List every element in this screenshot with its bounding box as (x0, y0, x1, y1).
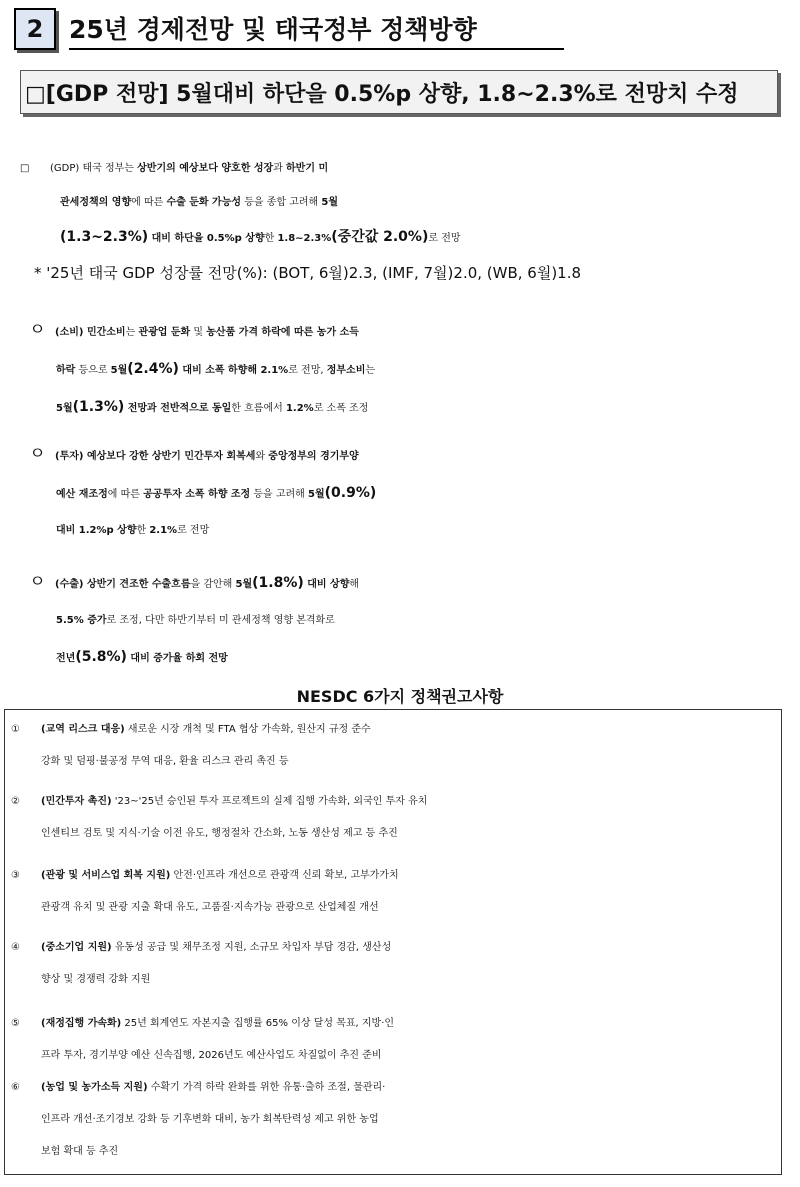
number-4-icon: ④ (11, 942, 20, 953)
number-1-icon: ① (11, 724, 20, 735)
gdp-forecast-footnote: * '25년 태국 GDP 성장률 전망(%): (BOT, 6월)2.3, (IMF, 7월)2.0, (WB, 6월)1.8 (34, 264, 582, 282)
summary-text: □[GDP 전망] 5월대비 하단을 0.5%p 상향, 1.8~2.3%로 전망치 수정 (25, 82, 739, 107)
circle-bullet-icon: ㅇ (29, 444, 46, 464)
section-header (14, 8, 564, 50)
consumption-bullet: ㅇ (소비) 민간소비는 관광업 둔화 및 농산품 가격 하락에 따른 농가 소득 하락 등으로 5월(2.4%) 대비 소폭 하향해 2.1%로 전망, 정부소비는 5월(1.3%) 전망과 전반적으로 동일한 흐름에서 1.2%로 소폭 조정 (20, 312, 780, 427)
circle-bullet-icon: ㅇ (29, 572, 46, 592)
recommendation-item: ④ (중소기업 지원) 유동성 공급 및 채무조정 지원, 소규모 차입자 부담 경감, 생산성 향상 및 경쟁력 강화 지원 (11, 932, 781, 996)
recommendations-box (4, 709, 782, 1175)
summary-box (20, 70, 778, 114)
investment-bullet: ㅇ (투자) 예상보다 강한 상반기 민간투자 회복세와 중앙정부의 경기부양 예산 재조정에 따른 공공투자 소폭 하향 조정 등을 고려해 5월(0.9%) 대비 1.2%p 상향한 2.1%로 전망 (20, 436, 780, 549)
gdp-paragraph: □ (GDP) 태국 정부는 상반기의 예상보다 양호한 성장과 하반기 미 관세정책의 영향에 따른 수출 둔화 가능성 등을 종합 고려해 5월 (1.3~2.3%) 대비 하단을 0.5%p 상향한 1.8~2.3%(중간값 2.0%)로 전망 (20, 152, 780, 256)
number-6-icon: ⑥ (11, 1082, 20, 1093)
section-title: 25년 경제전망 및 태국정부 정책방향 (69, 15, 477, 44)
recommendation-item: ⑥ (농업 및 농가소득 지원) 수확기 가격 하락 완화를 위한 유통·출하 조절, 물관리· 인프라 개선·조기경보 강화 등 기후변화 대비, 농가 회복탄력성 제고 위한 농업 보험 확대 등 추진 (11, 1072, 781, 1168)
recommendation-item: ② (민간투자 촉진) '23~'25년 승인된 투자 프로젝트의 실제 집행 가속화, 외국인 투자 유치 인센티브 검토 및 지식·기술 이전 유도, 행정절차 간소화, 노동 생산성 제고 등 추진 (11, 786, 781, 850)
number-2-icon: ② (11, 796, 20, 807)
section-underline (69, 48, 564, 50)
number-3-icon: ③ (11, 870, 20, 881)
recommendations-title: NESDC 6가지 정책권고사항 (296, 687, 504, 706)
section-number: 2 (14, 8, 56, 50)
circle-bullet-icon: ㅇ (29, 320, 46, 340)
number-5-icon: ⑤ (11, 1018, 20, 1029)
recommendation-item: ⑤ (재정집행 가속화) 25년 회계연도 자본지출 집행률 65% 이상 달성 목표, 지방·인 프라 투자, 경기부양 예산 신속집행, 2026년도 예산사업도 차질없이 추진 준비 (11, 1008, 781, 1072)
recommendation-item: ③ (관광 및 서비스업 회복 지원) 안전·인프라 개선으로 관광객 신뢰 확보, 고부가가치 관광객 유치 및 관광 지출 확대 유도, 고품질·지속가능 관광으로 산업체질 개선 (11, 860, 781, 924)
recommendation-item: ① (교역 리스크 대응) 새로운 시장 개척 및 FTA 협상 가속화, 원산지 규정 준수 강화 및 덤핑·불공정 무역 대응, 환율 리스크 관리 촉진 등 (11, 714, 781, 778)
exports-bullet: ㅇ (수출) 상반기 견조한 수출흐름을 감안해 5월(1.8%) 대비 상향해 5.5% 증가로 조정, 다만 하반기부터 미 관세정책 영향 본격화로 전년(5.8%) 대비 증가율 하회 전망 (20, 564, 780, 677)
square-bullet-icon: □ (20, 163, 30, 174)
